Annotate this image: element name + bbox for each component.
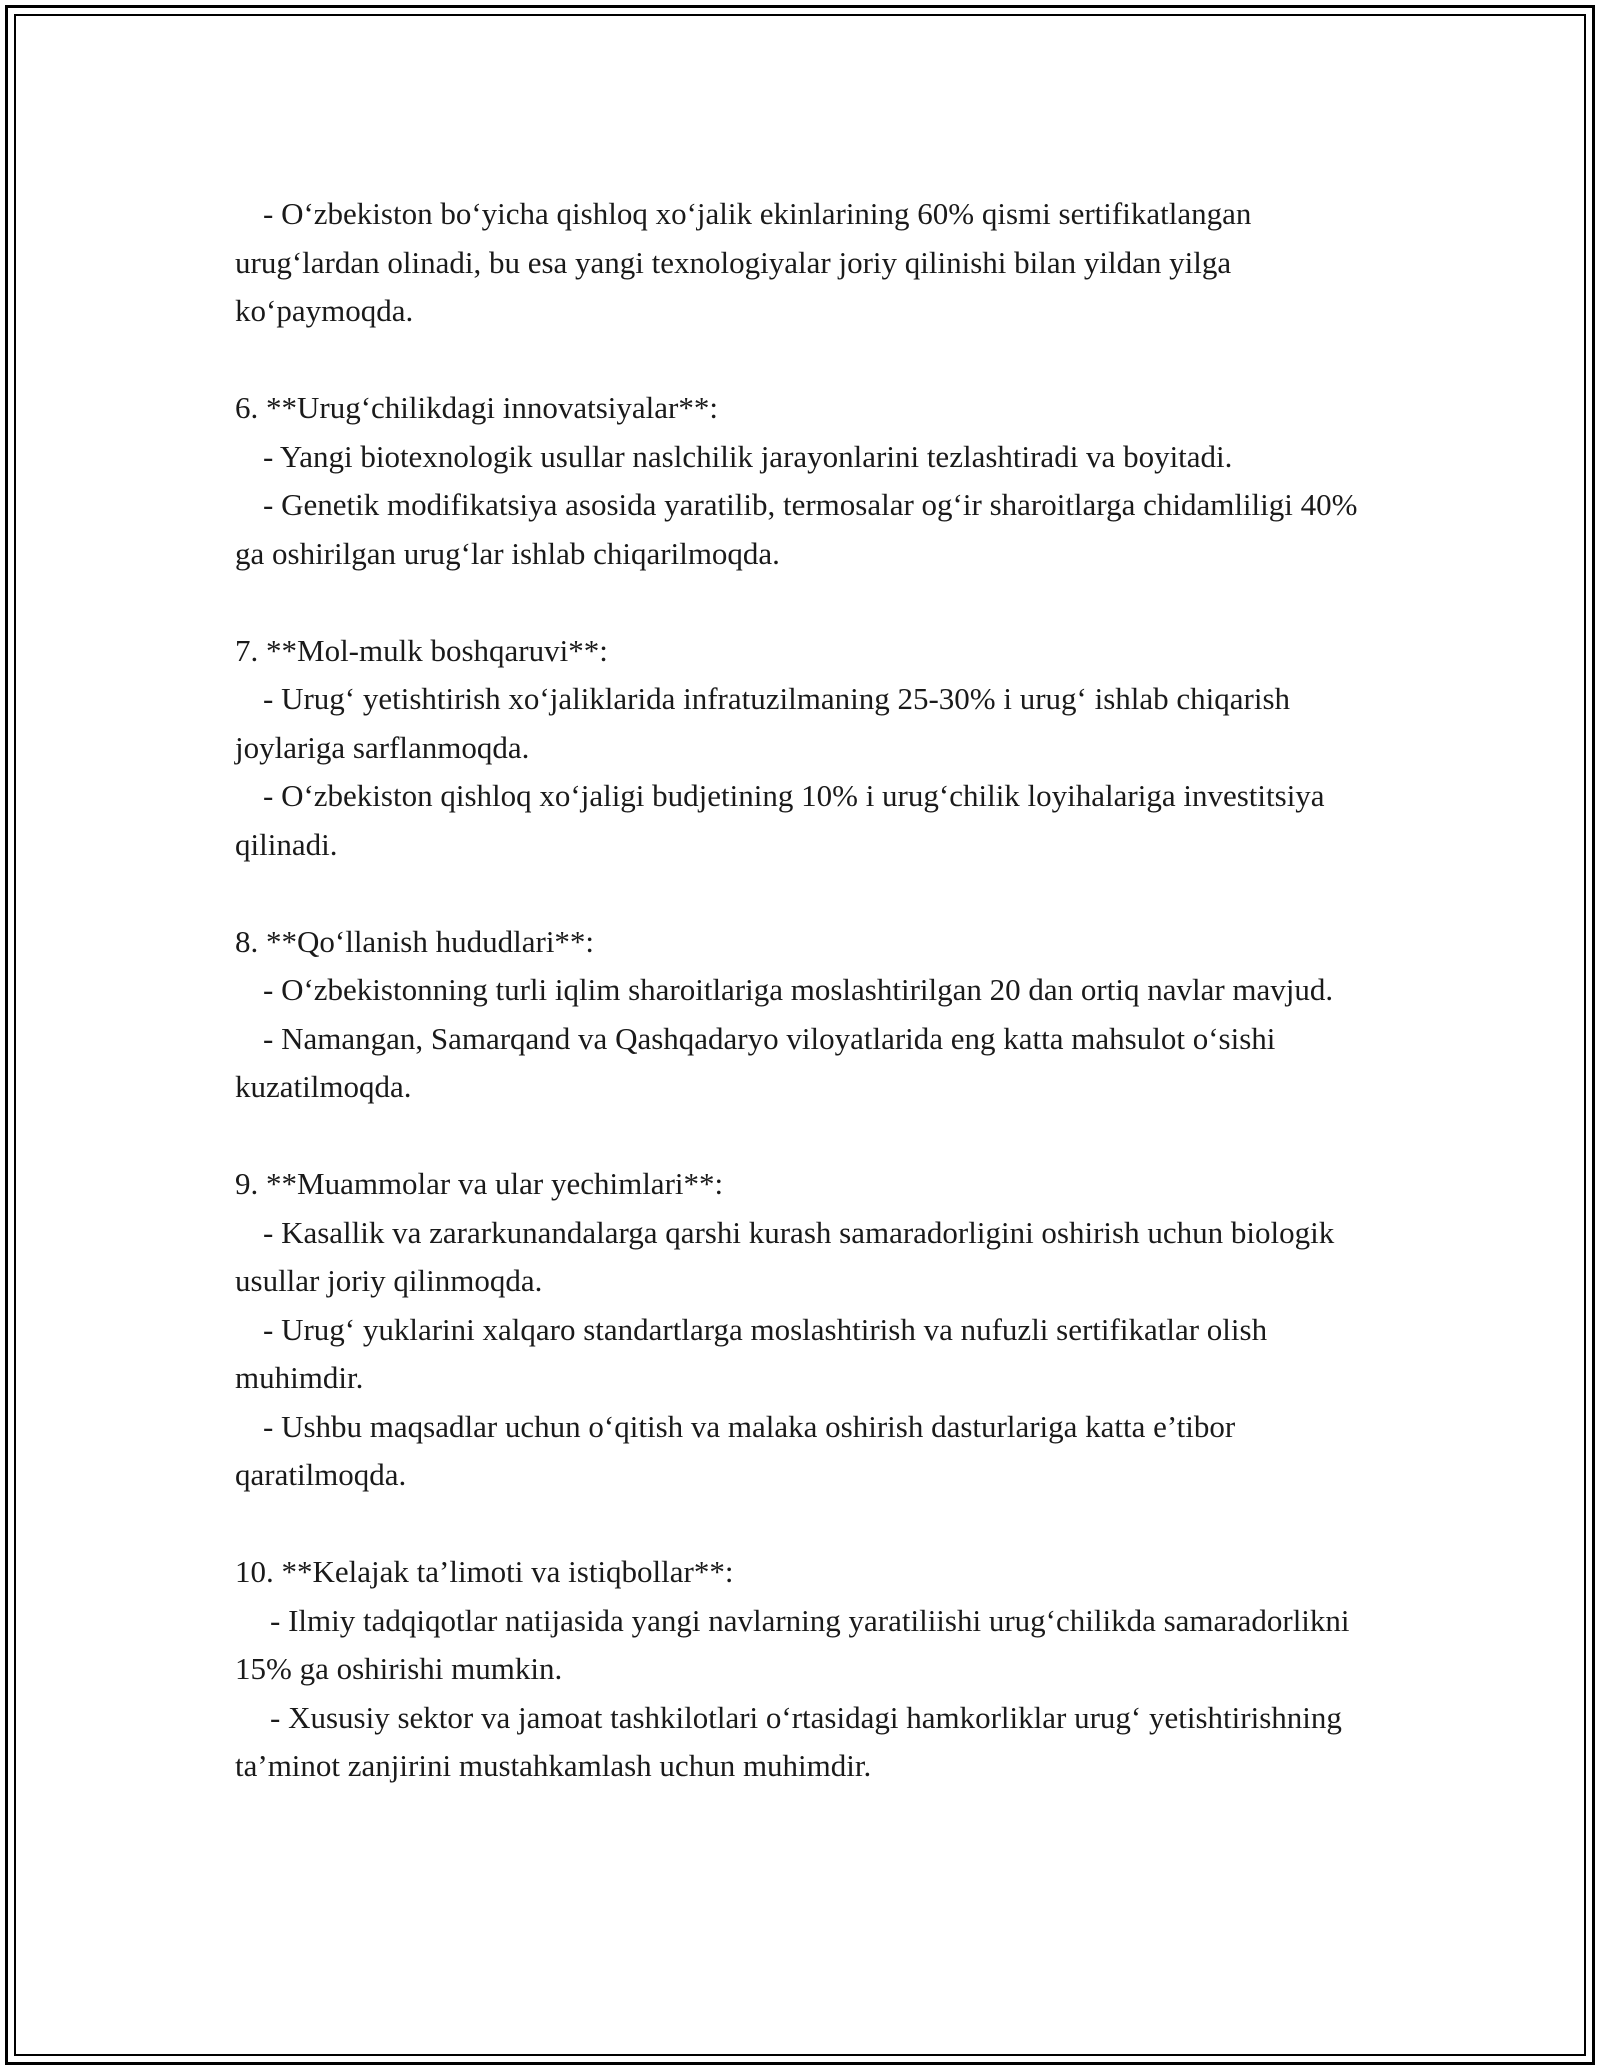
section-heading: 7. **Mol-mulk boshqaruvi**: — [235, 632, 608, 668]
section-bullet: - O‘zbekiston qishloq xo‘jaligi budjetining 10% i urug‘chilik loyihalariga investitsiya qilinadi. — [235, 778, 1325, 862]
section-9 — [235, 1160, 1375, 1500]
section-7 — [235, 627, 1375, 870]
section-bullet: - Yangi biotexnologik usullar naslchilik jarayonlarini tezlashtiradi va boyitadi. — [263, 438, 1233, 474]
section-6 — [235, 384, 1375, 578]
section-heading: 6. **Urug‘chilikdagi innovatsiyalar**: — [235, 390, 718, 425]
section-bullet: - Ushbu maqsadlar uchun o‘qitish va malaka oshirish dasturlariga katta e’tibor qaratilmoqda. — [235, 1408, 1236, 1492]
section-heading: 9. **Muammolar va ular yechimlari**: — [235, 1166, 724, 1201]
section-8 — [235, 918, 1375, 1112]
section-bullet: - Urug‘ yuklarini xalqaro standartlarga moslashtirish va nufuzli sertifikatlar olish muhimdir. — [235, 1311, 1268, 1395]
intro-bullet: - O‘zbekiston bo‘yicha qishloq xo‘jalik ekinlarining 60% qismi sertifikatlangan urug‘lardan olinadi, bu esa yangi texnologiyalar joriy qilinishi bilan yildan yilga ko‘paymoqda. — [235, 196, 1252, 328]
section-bullet: - Xususiy sektor va jamoat tashkilotlari o‘rtasidagi hamkorliklar urug‘ yetishtirishning ta’minot zanjirini mustahkamlash uchun muhimdir. — [235, 1699, 1342, 1783]
section-heading: 8. **Qo‘llanish hududlari**: — [235, 923, 595, 959]
section-heading: 10. **Kelajak ta’limoti va istiqbollar**: — [235, 1554, 734, 1589]
section-bullet: - Kasallik va zararkunandalarga qarshi kurash samaradorligini oshirish uchun biologik usullar joriy qilinmoqda. — [235, 1214, 1335, 1298]
section-bullet: - Urug‘ yetishtirish xo‘jaliklarida infratuzilmaning 25-30% i urug‘ ishlab chiqarish joylariga sarflanmoqda. — [235, 681, 1291, 765]
section-bullet: - O‘zbekistonning turli iqlim sharoitlariga moslashtirilgan 20 dan ortiq navlar mavjud. — [263, 972, 1334, 1007]
section-bullet: - Genetik modifikatsiya asosida yaratilib, termosalar og‘ir sharoitlarga chidamliligi 40% ga oshirilgan urug‘lar ishlab chiqarilmoqda. — [235, 487, 1358, 571]
section-10 — [235, 1548, 1375, 1791]
document-body — [235, 190, 1375, 1791]
section-bullet: - Namangan, Samarqand va Qashqadaryo viloyatlarida eng katta mahsulot o‘sishi kuzatilmoqda. — [235, 1020, 1276, 1104]
section-bullet: - Ilmiy tadqiqotlar natijasida yangi navlarning yaratiliishi urug‘chilikda samaradorlikni 15% ga oshirishi mumkin. — [235, 1602, 1350, 1686]
